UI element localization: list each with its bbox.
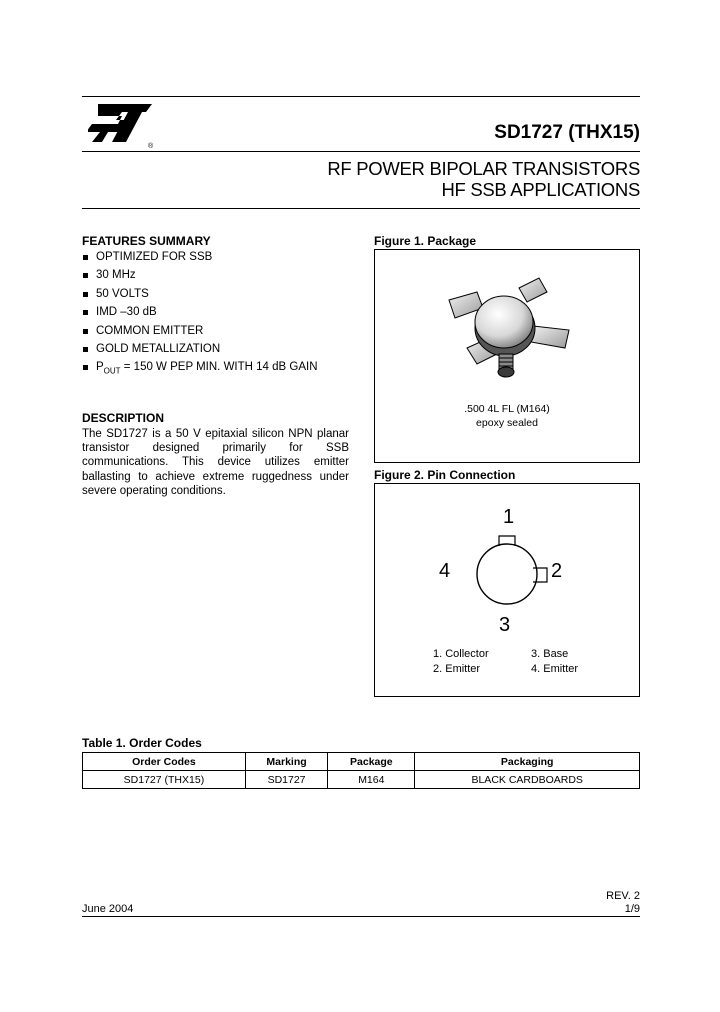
title-rule [82, 151, 640, 152]
feature-item: IMD –30 dB [82, 305, 318, 323]
package-drawing-icon [437, 272, 577, 382]
feature-item: GOLD METALLIZATION [82, 342, 318, 360]
features-heading: FEATURES SUMMARY [82, 234, 211, 248]
feature-item: 50 VOLTS [82, 287, 318, 305]
column-header: Marking [245, 753, 327, 771]
table-title: Table 1. Order Codes [82, 736, 202, 750]
figure2-title: Figure 2. Pin Connection [374, 468, 516, 482]
description-heading: DESCRIPTION [82, 411, 165, 425]
pin-legend-4: 4. Emitter [531, 663, 579, 675]
date-label: June 2004 [82, 903, 134, 915]
bullet-icon [83, 347, 88, 352]
package-caption-line-2: epoxy sealed [476, 417, 538, 429]
order-codes-table [82, 752, 640, 789]
table-cell: BLACK CARDBOARDS [415, 771, 640, 789]
table-cell: SD1727 [245, 771, 327, 789]
pin-2-label: 2 [551, 560, 563, 582]
pin-3-label: 3 [499, 614, 511, 636]
table-cell: M164 [328, 771, 415, 789]
figure2-box [374, 483, 640, 697]
header-bottom-rule [82, 208, 640, 209]
bullet-icon [83, 273, 88, 278]
registered-mark: ® [148, 143, 154, 150]
st-logo-icon [88, 102, 158, 152]
feature-item: 30 MHz [82, 268, 318, 286]
description-text: The SD1727 is a 50 V epitaxial silicon NPN planar transistor designed primarily for SSB communications. This device utilizes emitter ballasting to achieve extreme ruggedness under severe operating conditions. [82, 428, 349, 497]
figure1-box [374, 249, 640, 463]
table-cell: SD1727 (THX15) [83, 771, 246, 789]
footer-rule [82, 916, 640, 917]
revision-label: REV. 2 [606, 890, 640, 902]
page-number: 1/9 [624, 903, 640, 915]
feature-item: COMMON EMITTER [82, 324, 318, 342]
bullet-icon [83, 329, 88, 334]
bullet-icon [83, 365, 88, 370]
subtitle-line-1: RF POWER BIPOLAR TRANSISTORS [327, 158, 640, 179]
column-header: Order Codes [83, 753, 246, 771]
package-caption-line-1: .500 4L FL (M164) [464, 403, 550, 415]
pin-legend-1: 1. Collector [433, 648, 489, 660]
feature-item-pout: $P_{OUT} = 150$ W PEP MIN. WITH 14 dB GAIN [82, 360, 318, 378]
figure1-title: Figure 1. Package [374, 234, 477, 248]
bullet-icon [83, 255, 88, 260]
part-number-title: SD1727 (THX15) [494, 122, 640, 143]
top-rule [82, 96, 640, 97]
features-list [82, 250, 318, 379]
bullet-icon [83, 292, 88, 297]
column-header: Package [328, 753, 415, 771]
pin-1-label: 1 [503, 506, 515, 528]
pin-legend-2: 2. Emitter [433, 663, 481, 675]
table-header-row [83, 753, 640, 771]
table-row [83, 771, 640, 789]
feature-item: OPTIMIZED FOR SSB [82, 250, 318, 268]
bullet-icon [83, 310, 88, 315]
column-header: Packaging [415, 753, 640, 771]
pin-4-label: 4 [439, 560, 451, 582]
subtitle-line-2: HF SSB APPLICATIONS [441, 179, 640, 200]
pin-legend-3: 3. Base [531, 648, 569, 660]
